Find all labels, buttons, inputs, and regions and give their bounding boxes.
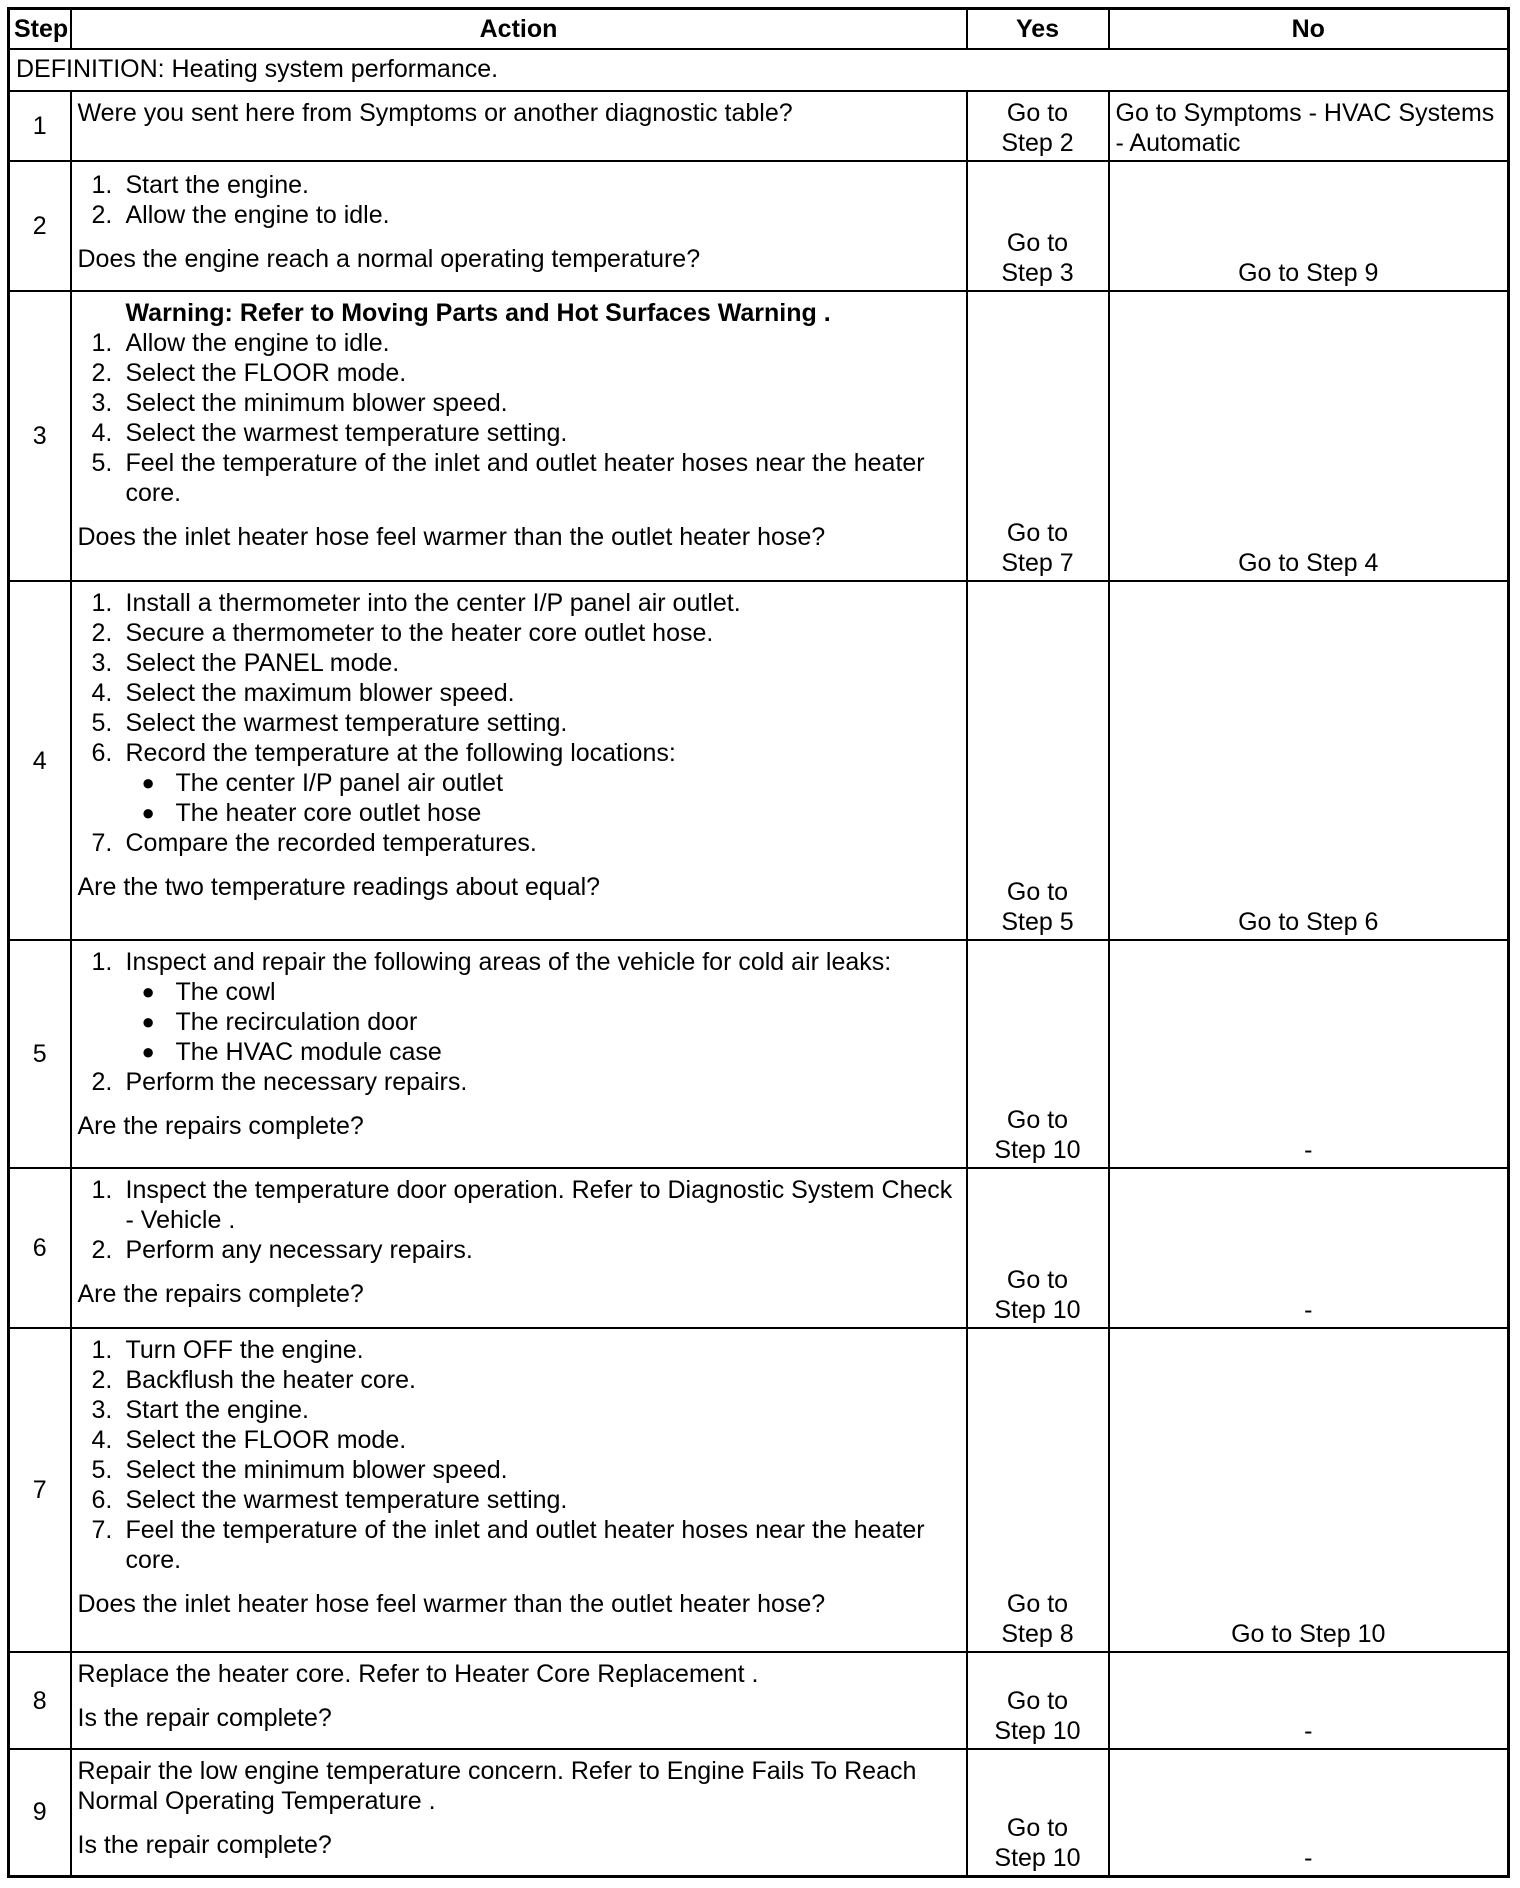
- yes-step: Step 3: [1001, 259, 1074, 287]
- yes-cell: [967, 1749, 1109, 1876]
- yes-step: Step 10: [994, 1717, 1081, 1745]
- action-steps: [78, 328, 960, 508]
- list-item: [78, 708, 960, 738]
- yes-go-to: Go to: [1006, 878, 1069, 906]
- action-cell: [71, 91, 967, 161]
- action-cell: [71, 1652, 967, 1749]
- item-text: Start the engine.: [125, 1396, 309, 1424]
- list-item: [78, 328, 960, 358]
- action-steps: [78, 588, 960, 858]
- item-text: Perform the necessary repairs.: [125, 1068, 468, 1096]
- question-text: Is the repair complete?: [77, 1704, 332, 1732]
- bullet-list: [126, 768, 960, 828]
- col-header-step: Step: [9, 9, 71, 50]
- item-text: Perform any necessary repairs.: [125, 1236, 473, 1264]
- list-item: [78, 1515, 960, 1575]
- list-item: [78, 618, 960, 648]
- item-number: 1.: [91, 329, 113, 357]
- item-text: Select the maximum blower speed.: [125, 679, 515, 707]
- action-text: Were you sent here from Symptoms or another diagnostic table?: [77, 99, 793, 127]
- diagnostic-table: [7, 7, 1510, 1878]
- yes-step: Step 5: [1001, 908, 1074, 936]
- question-text: Are the repairs complete?: [77, 1280, 364, 1308]
- bullet-icon: ●: [141, 770, 155, 795]
- bullet-icon: ●: [141, 979, 155, 1004]
- yes-cell: [967, 1652, 1109, 1749]
- list-item: [78, 738, 960, 828]
- item-number: 3.: [91, 1396, 113, 1424]
- yes-cell: [967, 161, 1109, 291]
- item-text: The recirculation door: [175, 1008, 418, 1036]
- step-number: 1: [9, 91, 71, 161]
- item-number: 1.: [91, 1176, 113, 1204]
- item-text: Inspect the temperature door operation. Refer to Diagnostic System Check - Vehicle .: [125, 1176, 953, 1234]
- action-steps: [78, 1175, 960, 1265]
- action-text: Replace the heater core. Refer to Heater Core Replacement .: [77, 1660, 759, 1688]
- item-text: Select the warmest temperature setting.: [125, 709, 568, 737]
- item-number: 1.: [91, 1336, 113, 1364]
- yes-go-to: Go to: [1006, 229, 1069, 257]
- item-number: 2.: [91, 201, 113, 229]
- bullet-item: [126, 977, 960, 1007]
- bullet-item: [126, 798, 960, 828]
- list-item: [78, 947, 960, 1067]
- no-cell: Go to Step 10: [1109, 1328, 1509, 1652]
- yes-cell: [967, 940, 1109, 1168]
- action-steps: [78, 170, 960, 230]
- item-number: 4.: [91, 679, 113, 707]
- item-number: 2.: [91, 1366, 113, 1394]
- table-row: [9, 91, 1509, 161]
- no-cell: Go to Step 6: [1109, 581, 1509, 940]
- list-item: [78, 1067, 960, 1097]
- yes-cell: [967, 91, 1109, 161]
- list-item: [78, 1425, 960, 1455]
- item-text: Record the temperature at the following locations:: [125, 739, 676, 767]
- list-item: [78, 170, 960, 200]
- item-text: Turn OFF the engine.: [125, 1336, 364, 1364]
- step-number: 8: [9, 1652, 71, 1749]
- yes-go-to: Go to: [1006, 1687, 1069, 1715]
- item-number: 7.: [91, 1516, 113, 1544]
- table-row: [9, 1168, 1509, 1328]
- item-number: 2.: [91, 1236, 113, 1264]
- list-item: [78, 1235, 960, 1265]
- list-item: [78, 1485, 960, 1515]
- table-row: [9, 291, 1509, 581]
- item-number: 3.: [91, 389, 113, 417]
- question-text: Is the repair complete?: [77, 1831, 332, 1859]
- yes-cell: [967, 1328, 1109, 1652]
- item-number: 1.: [91, 171, 113, 199]
- col-header-action: Action: [71, 9, 967, 50]
- action-cell: [71, 940, 967, 1168]
- action-steps: [78, 947, 960, 1097]
- table-row: [9, 581, 1509, 940]
- list-item: [78, 678, 960, 708]
- item-text: Allow the engine to idle.: [125, 201, 390, 229]
- item-number: 2.: [91, 359, 113, 387]
- step-number: 4: [9, 581, 71, 940]
- definition-text: DEFINITION: Heating system performance.: [9, 49, 1509, 91]
- step-number: 7: [9, 1328, 71, 1652]
- col-header-no: No: [1109, 9, 1509, 50]
- list-item: [78, 1365, 960, 1395]
- no-cell: Go to Step 9: [1109, 161, 1509, 291]
- action-cell: [71, 1328, 967, 1652]
- item-text: Select the FLOOR mode.: [125, 359, 407, 387]
- step-number: 6: [9, 1168, 71, 1328]
- no-cell: -: [1109, 1168, 1509, 1328]
- list-item: [78, 1455, 960, 1485]
- item-text: The center I/P panel air outlet: [175, 769, 504, 797]
- list-item: [78, 1395, 960, 1425]
- yes-go-to: Go to: [1006, 1813, 1069, 1842]
- yes-step: Step 10: [994, 1296, 1081, 1324]
- col-header-yes: Yes: [967, 9, 1109, 50]
- item-text: The heater core outlet hose: [175, 799, 482, 827]
- action-cell: [71, 581, 967, 940]
- table-row: [9, 940, 1509, 1168]
- yes-go-to: Go to: [1006, 1266, 1069, 1294]
- question-text: Does the inlet heater hose feel warmer than the outlet heater hose?: [77, 523, 826, 551]
- bullet-icon: ●: [141, 1039, 155, 1064]
- yes-cell: [967, 1168, 1109, 1328]
- action-cell: [71, 1749, 967, 1876]
- item-number: 4.: [91, 419, 113, 447]
- item-text: The cowl: [175, 978, 276, 1006]
- question-text: Are the two temperature readings about equal?: [77, 873, 601, 901]
- yes-go-to: Go to: [1006, 1590, 1069, 1618]
- item-text: Secure a thermometer to the heater core outlet hose.: [125, 619, 714, 647]
- item-text: Install a thermometer into the center I/P panel air outlet.: [125, 589, 741, 617]
- item-text: Select the minimum blower speed.: [125, 389, 508, 417]
- item-number: 1.: [91, 948, 113, 976]
- bullet-list: [126, 977, 960, 1067]
- action-text: Repair the low engine temperature concern. Refer to Engine Fails To Reach Normal Operating Temperature .: [77, 1757, 917, 1815]
- yes-step: Step 7: [1001, 549, 1074, 577]
- yes-step: Step 2: [1001, 129, 1074, 157]
- item-text: Select the warmest temperature setting.: [125, 1486, 568, 1514]
- yes-go-to: Go to: [1006, 99, 1069, 127]
- step-number: 9: [9, 1749, 71, 1876]
- list-item: [78, 648, 960, 678]
- item-number: 5.: [91, 1456, 113, 1484]
- item-number: 3.: [91, 649, 113, 677]
- item-text: Select the FLOOR mode.: [125, 1426, 407, 1454]
- list-item: [78, 588, 960, 618]
- item-number: 5.: [91, 449, 113, 477]
- table-header-row: [9, 9, 1509, 50]
- yes-cell: [967, 291, 1109, 581]
- bullet-icon: ●: [141, 1009, 155, 1034]
- table-row: [9, 1328, 1509, 1652]
- item-text: Inspect and repair the following areas of the vehicle for cold air leaks:: [125, 948, 892, 976]
- action-cell: [71, 1168, 967, 1328]
- step-number: 5: [9, 940, 71, 1168]
- item-text: The HVAC module case: [175, 1038, 442, 1066]
- no-cell: -: [1109, 1652, 1509, 1749]
- item-text: Select the warmest temperature setting.: [125, 419, 568, 447]
- item-text: Allow the engine to idle.: [125, 329, 390, 357]
- item-text: Select the minimum blower speed.: [125, 1456, 508, 1484]
- question-text: Does the engine reach a normal operating temperature?: [77, 245, 701, 273]
- list-item: [78, 1335, 960, 1365]
- list-item: [78, 388, 960, 418]
- item-text: Feel the temperature of the inlet and outlet heater hoses near the heater core.: [125, 1516, 925, 1574]
- table-row: [9, 161, 1509, 291]
- no-cell: Go to Symptoms - HVAC Systems - Automatic: [1109, 91, 1509, 161]
- bullet-item: [126, 1007, 960, 1037]
- list-item: [78, 828, 960, 858]
- bullet-item: [126, 1037, 960, 1067]
- list-item: [78, 448, 960, 508]
- item-number: 5.: [91, 709, 113, 737]
- action-cell: [71, 161, 967, 291]
- list-item: [78, 1175, 960, 1235]
- item-number: 1.: [91, 589, 113, 617]
- bullet-icon: ●: [141, 800, 155, 825]
- action-cell: [71, 291, 967, 581]
- warning-text: Warning: Refer to Moving Parts and Hot Surfaces Warning .: [125, 299, 831, 327]
- item-text: Select the PANEL mode.: [125, 649, 400, 677]
- step-number: 3: [9, 291, 71, 581]
- item-number: 6.: [91, 1486, 113, 1514]
- yes-go-to: Go to: [1006, 1106, 1069, 1134]
- action-steps: [78, 1335, 960, 1575]
- item-number: 4.: [91, 1426, 113, 1454]
- question-text: Are the repairs complete?: [77, 1112, 364, 1140]
- yes-step: Step 8: [1001, 1620, 1074, 1648]
- item-number: 2.: [91, 1068, 113, 1096]
- step-number: 2: [9, 161, 71, 291]
- item-number: 6.: [91, 739, 113, 767]
- yes-step: Step 10: [994, 1136, 1081, 1164]
- bullet-item: [126, 768, 960, 798]
- item-text: Start the engine.: [125, 171, 309, 199]
- yes-go-to: Go to: [1006, 519, 1069, 547]
- yes-step: Step 10: [994, 1843, 1081, 1872]
- yes-cell: [967, 581, 1109, 940]
- no-cell: Go to Step 4: [1109, 291, 1509, 581]
- item-text: Feel the temperature of the inlet and outlet heater hoses near the heater core.: [125, 449, 925, 507]
- item-number: 2.: [91, 619, 113, 647]
- table-row: [9, 1652, 1509, 1749]
- item-text: Compare the recorded temperatures.: [125, 829, 537, 857]
- list-item: [78, 418, 960, 448]
- no-cell: -: [1109, 1749, 1509, 1876]
- item-number: 7.: [91, 829, 113, 857]
- item-text: Backflush the heater core.: [125, 1366, 416, 1394]
- no-cell: -: [1109, 940, 1509, 1168]
- question-text: Does the inlet heater hose feel warmer than the outlet heater hose?: [77, 1590, 826, 1618]
- definition-row: [9, 49, 1509, 91]
- list-item: [78, 200, 960, 230]
- table-row: [9, 1749, 1509, 1876]
- list-item: [78, 358, 960, 388]
